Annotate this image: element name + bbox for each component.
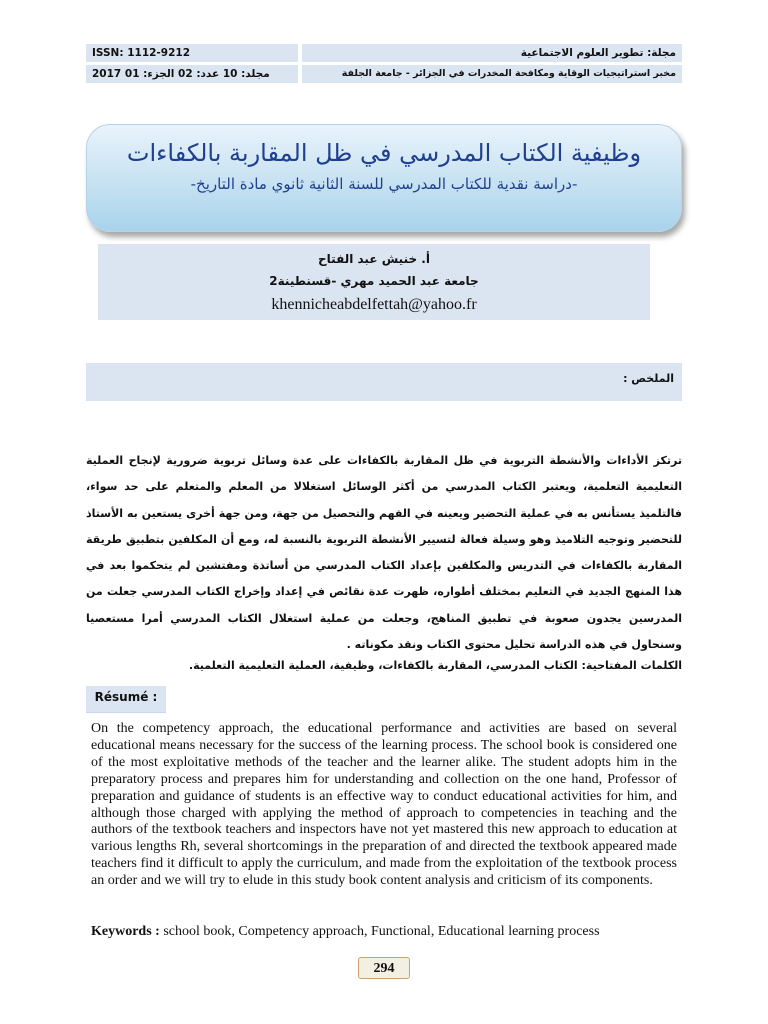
keywords-en <box>91 924 677 940</box>
keywords-en-list: school book, Competency approach, Functional, Educational learning process <box>159 924 600 939</box>
lab-name: مخبر استراتيجيات الوقاية ومكافحة المخدرات في الجزائر - جامعة الجلفة <box>302 65 682 83</box>
abstract-en-label: Résumé : <box>86 686 166 712</box>
abstract-ar-text: ترتكز الأداءات والأنشطة التربوية في ظل المقاربة بالكفاءات على عدة وسائل تربوية ضرورية لإنجاح العملية التعليمية التعلمية، ويعتبر الكتاب المدرسي من أكثر الوسائل استغلالا من المعلم والمتعلم على حد سواء، فالتلميذ يستأنس به في عملية التحضير ويعينه في الفهم والتحصيل من جهة، ومن جهة أخرى يستعين به الأستاذ للتحضير وتوجيه التلاميذ وهو وسيلة فعالة لتسيير الأنشطة التربوية بالنسبة له، ومع أن المكلفين بتطبيق طريقة المقاربة بالكفاءات في التدريس والمكلفين بإعداد الكتاب المدرسي من أساتذة ومفتشين لم يتحكموا بعد في هذا المنهج الجديد في التعليم بمختلف أطواره، ظهرت عدة نقائص في إعداد وإخراج الكتاب المدرسي جعلت من المدرسين يجدون صعوبة في تطبيق المناهج، وجعلت من عملية استغلال الكتاب المدرسي أمرا مستعصيا وسنحاول في هذه الدراسة تحليل محتوى الكتاب ونقد مكوناته . <box>86 454 682 652</box>
header-row-2 <box>86 65 682 83</box>
issn-label: ISSN: 1112-9212 <box>86 44 298 62</box>
header-row-1 <box>86 44 682 62</box>
abstract-ar-label: الملخص : <box>623 372 674 385</box>
journal-name: مجلة: تطوير العلوم الاجتماعية <box>302 44 682 62</box>
page-number: 294 <box>358 957 410 979</box>
author-name: أ. خنيش عبد الفتاح <box>318 252 430 266</box>
author-email[interactable]: khennicheabdelfettah@yahoo.fr <box>271 296 477 313</box>
title-box <box>86 124 682 232</box>
author-university: جامعة عبد الحميد مهري -قسنطينة2 <box>269 274 479 288</box>
article-subtitle: -دراسة نقدية للكتاب المدرسي للسنة الثانية ثانوي مادة التاريخ- <box>190 175 578 193</box>
issue-info: مجلد: 10 عدد: 02 الجزء: 01 2017 <box>86 65 298 83</box>
keywords-ar: الكلمات المفتاحية: الكتاب المدرسي، المقاربة بالكفاءات، وظيفية، العملية التعليمية التعلمية. <box>188 659 682 672</box>
keywords-en-label: Keywords : <box>91 924 160 939</box>
abstract-label-bar <box>86 363 682 401</box>
abstract-en-text: On the competency approach, the educational performance and activities are based on several educational means necessary for the success of the learning process. The school book is considered one of the most exploitative methods of the teacher and the learner alike. The student adopts him in the preparatory process and prepares him for understanding and collection on the one hand, Professor of preparation and guidance of students is an effective way to conduct educational activities for him, and although those charged with applying the method of approach to competencies in teaching and the authors of the textbook teachers and inspectors have not yet mastered this new approach to education at various lengths Rh, several shortcomings in the preparation of and directed the textbook appeared made teachers find it difficult to apply the curriculum, and made from the exploitation of the textbook process an order and we will try to elude in this study book content analysis and criticism of its components. <box>91 721 677 889</box>
article-title: وظيفية الكتاب المدرسي في ظل المقاربة بالكفاءات <box>126 139 642 167</box>
author-box <box>98 244 650 320</box>
